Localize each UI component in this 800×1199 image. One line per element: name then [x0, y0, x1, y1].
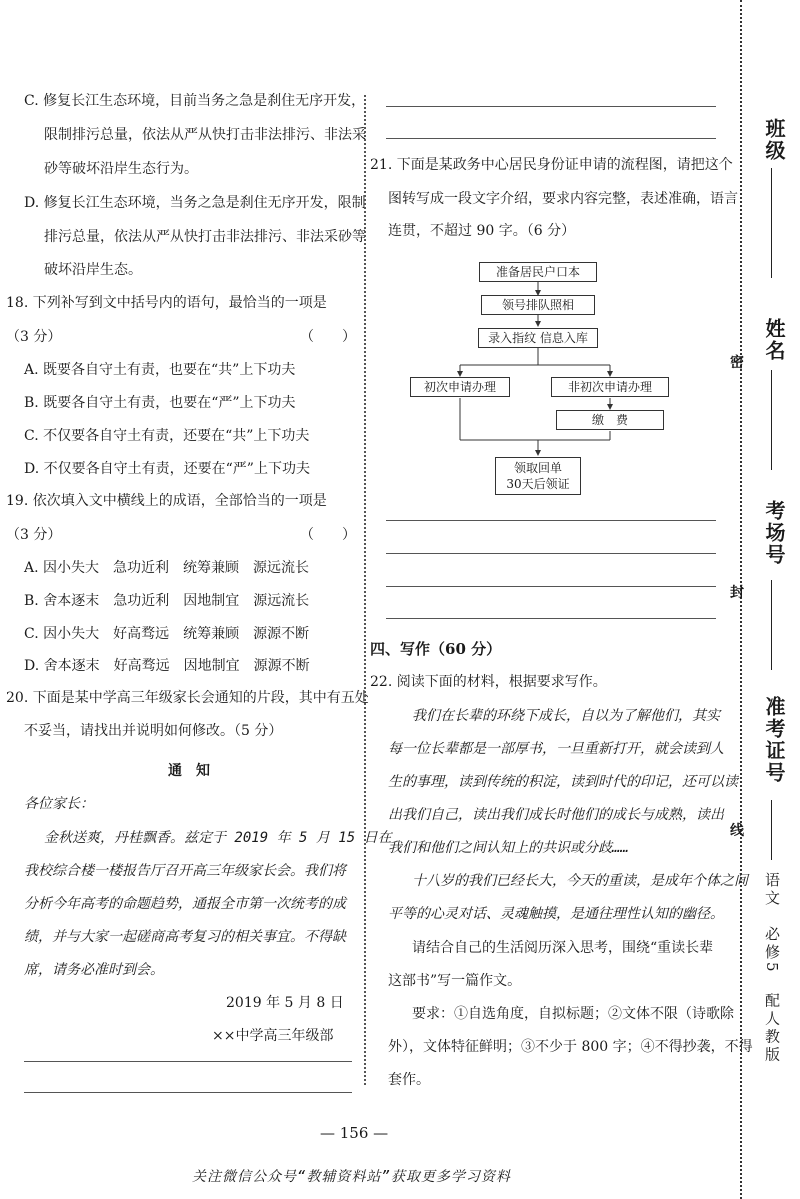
question-22: 22. 阅读下面的材料，根据要求写作。: [370, 674, 607, 690]
flow-step-collect-line2: 30天后领证: [506, 477, 570, 491]
sidebar-name-fill-line: [771, 370, 772, 470]
q19-option-d: D. 舍本逐末 好高骛远 因地制宜 源源不断: [24, 658, 310, 674]
option-d-line1: D. 修复长江生态环境，当务之急是刹住无序开发，限制: [24, 195, 366, 211]
flow-step-queue-photo: 领号排队照相: [481, 295, 595, 315]
notice-date: 2019 年 5 月 8 日: [226, 995, 344, 1011]
material-line3: 生的事理，读到传统的积淀，读到时代的印记，还可以读: [388, 774, 738, 790]
flow-step-collect: [495, 457, 581, 495]
flow-step-non-first-application: 非初次申请办理: [551, 377, 669, 397]
question-21-line3: 连贯，不超过 90 字。（6 分）: [388, 223, 576, 239]
flow-step-payment: 缴 费: [556, 410, 664, 430]
notice-body-line2: 我校综合楼一楼报告厅召开高三年级家长会。我们将: [24, 863, 346, 879]
q18-option-a: A. 既要各自守土有责，也要在“共”上下功夫: [24, 362, 296, 378]
question-18-answer-paren: （ ）: [300, 329, 356, 345]
notice-salutation: 各位家长：: [24, 796, 94, 812]
flow-step-fingerprint: 录入指纹 信息入库: [478, 328, 598, 348]
material-line7: 平等的心灵对话、灵魂触摸，是通往理性认知的幽径。: [388, 906, 724, 922]
page-number: — 156 —: [320, 1124, 389, 1142]
answer-line: [386, 138, 716, 139]
question-18-points: （3 分）: [6, 329, 62, 345]
q18-option-c: C. 不仅要各自守土有责，还要在“共”上下功夫: [24, 428, 310, 444]
question-20-line2: 不妥当，请找出并说明如何修改。（5 分）: [24, 723, 283, 739]
question-19: 19. 依次填入文中横线上的成语，全部恰当的一项是: [6, 493, 327, 509]
question-20: 20. 下面是某中学高三年级家长会通知的片段，其中有五处: [6, 690, 369, 706]
notice-title: 通 知: [168, 763, 210, 779]
sidebar-ticket-label: 准考证号: [762, 696, 786, 784]
flow-step-first-application: 初次申请办理: [410, 377, 510, 397]
sidebar-ticket-fill-line: [771, 800, 772, 860]
prompt-line1: 请结合自己的生活阅历深入思考，围绕“重读长辈: [412, 940, 714, 956]
option-d-line3: 破坏沿岸生态。: [44, 262, 142, 278]
sidebar-seal-feng: 封: [730, 585, 744, 601]
prompt-line2: 这部书”写一篇作文。: [388, 973, 522, 989]
material-line5: 我们和他们之间认知上的共识或分歧……: [388, 840, 629, 856]
answer-line: [386, 586, 716, 587]
answer-line: [386, 553, 716, 554]
question-21: 21. 下面是某政务中心居民身份证申请的流程图，请把这个: [370, 157, 733, 173]
prompt-line3: 要求：①自选角度，自拟标题；②文体不限（诗歌除: [412, 1006, 734, 1022]
notice-signature: ××中学高三年级部: [212, 1028, 334, 1044]
question-19-answer-paren: （ ）: [300, 527, 356, 543]
footer-promo: 关注微信公众号“教辅资料站”获取更多学习资料: [192, 1169, 511, 1185]
answer-line: [386, 520, 716, 521]
q19-option-c: C. 因小失大 好高骛远 统筹兼顾 源源不断: [24, 626, 310, 642]
sidebar-subject: 语文 必修5 配人教版: [763, 872, 781, 1065]
section-writing-title: 四、写作（60 分）: [370, 640, 502, 658]
material-line4: 出我们自己，读出我们成长时他们的成长与成熟，读出: [388, 807, 724, 823]
q19-option-b: B. 舍本逐末 急功近利 因地制宜 源远流长: [24, 593, 310, 609]
question-21-line2: 图转写成一段文字介绍，要求内容完整，表述准确，语言: [388, 191, 738, 207]
option-c-line1: C. 修复长江生态环境，目前当务之急是刹住无序开发，: [24, 93, 366, 109]
answer-line: [386, 106, 716, 107]
notice-body-line3: 分析今年高考的命题趋势，通报全市第一次统考的成: [24, 896, 346, 912]
sidebar-class-fill-line: [771, 168, 772, 278]
sidebar-room-label: 考场号: [762, 500, 786, 566]
answer-line: [386, 618, 716, 619]
notice-body-line5: 席，请务必准时到会。: [24, 962, 164, 978]
answer-line: [24, 1061, 352, 1062]
q19-option-a: A. 因小失大 急功近利 统筹兼顾 源远流长: [24, 560, 310, 576]
option-c-line2: 限制排污总量，依法从严从快打击非法排污、非法采: [44, 127, 366, 143]
sidebar-seal-xian: 线: [730, 823, 744, 839]
notice-body-line1: 金秋送爽，丹桂飘香。兹定于 2019 年 5 月 15 日在: [44, 830, 392, 846]
sidebar-seal-mi: 密: [730, 355, 744, 371]
material-line1: 我们在长辈的环绕下成长，自以为了解他们，其实: [412, 708, 720, 724]
flow-step-prepare-hukou: 准备居民户口本: [479, 262, 597, 282]
notice-body-line4: 绩，并与大家一起磋商高考复习的相关事宜。不得缺: [24, 929, 346, 945]
q18-option-b: B. 既要各自守土有责，也要在“严”上下功夫: [24, 395, 296, 411]
answer-line: [24, 1092, 352, 1093]
prompt-line5: 套作。: [388, 1072, 430, 1088]
column-separator: [364, 95, 366, 1085]
sidebar-class-label: 班级: [762, 118, 786, 162]
q18-option-d: D. 不仅要各自守土有责，还要在“严”上下功夫: [24, 461, 310, 477]
question-18: 18. 下列补写到文中括号内的语句，最恰当的一项是: [6, 295, 327, 311]
prompt-line4: 外），文体特征鲜明；③不少于 800 字；④不得抄袭，不得: [388, 1039, 753, 1055]
material-line2: 每一位长辈都是一部厚书，一旦重新打开，就会读到人: [388, 741, 724, 757]
option-c-line3: 砂等破坏沿岸生态行为。: [44, 161, 198, 177]
sidebar-room-fill-line: [771, 580, 772, 670]
question-19-points: （3 分）: [6, 527, 62, 543]
material-line6: 十八岁的我们已经长大，今天的重读，是成年个体之间: [412, 873, 748, 889]
sidebar-name-label: 姓名: [762, 318, 786, 362]
flow-step-collect-line1: 领取回单: [513, 461, 562, 475]
option-d-line2: 排污总量，依法从严从快打击非法排污、非法采砂等: [44, 229, 366, 245]
